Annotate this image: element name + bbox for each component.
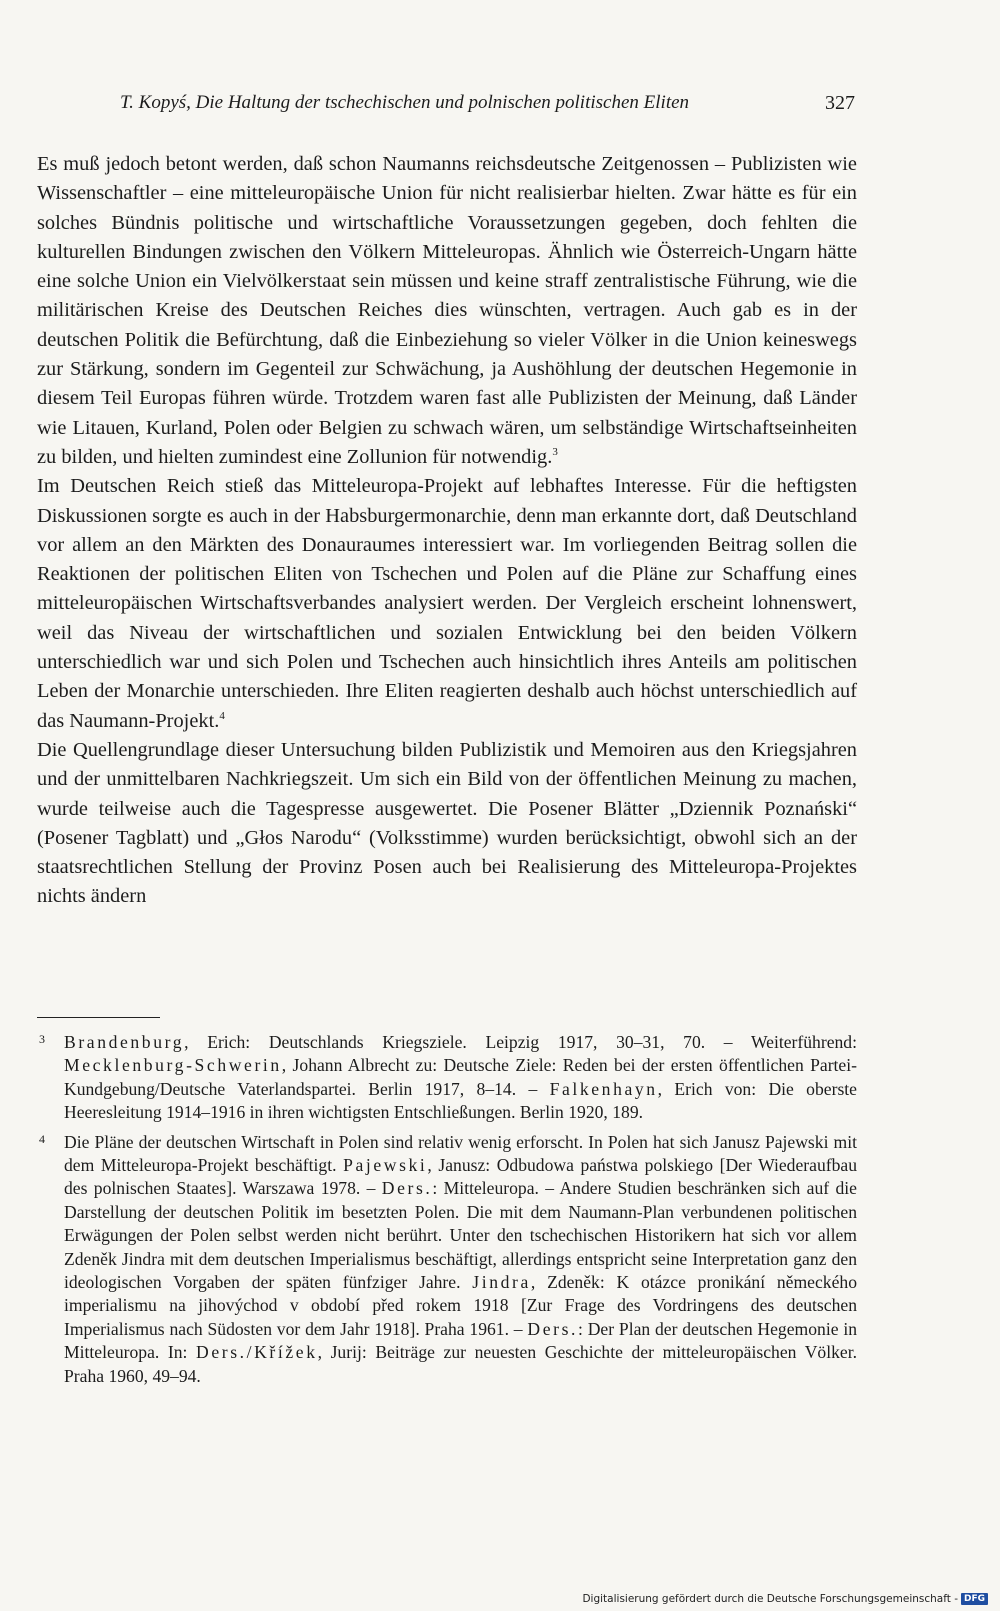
footnote-mark: 4 <box>39 1131 45 1146</box>
author-name: Ders. <box>381 1178 433 1199</box>
digitization-banner <box>582 1593 988 1605</box>
author-name: Jindra <box>472 1272 531 1293</box>
banner-text: Digitalisierung gefördert durch die Deutsche Forschungsgemeinschaft - <box>582 1593 958 1605</box>
running-title: T. Kopyś, Die Haltung der tschechischen und polnischen politischen Eliten <box>120 92 690 113</box>
author-name: Mecklenburg-Schwerin <box>64 1055 282 1076</box>
paragraph: Im Deutschen Reich stieß das Mitteleuropa-Projekt auf lebhaftes Interesse. Für die heftigsten Diskussionen sorgte es auch in der Habsburgermonarchie, denn man erkannte dort, daß Deutschland vor allem an den Märkten des Donauraumes interessiert war. Im vorliegenden Beitrag sollen die Reaktionen der politischen Eliten von Tschechen und Polen auf die Pläne zur Schaffung eines mitteleuropäischen Wirtschaftsverbandes analysiert werden. Der Vergleich erscheint lohnenswert, weil das Niveau der wirtschaftlichen und sozialen Entwicklung bei den beiden Völkern unterschiedlich war und sich Polen und Tschechen auch hinsichtlich ihres Anteils am politischen Leben der Monarchie unterschieden. Ihre Eliten reagierten deshalb auch höchst unterschiedlich auf das Naumann-Projekt.$^4$ <box>37 475 857 732</box>
footnote-ref[interactable]: 3 <box>552 446 558 459</box>
footnote: 3 Brandenburg, Erich: Deutschlands Kriegsziele. Leipzig 1917, 30–31, 70. – Weiterführend: Mecklenburg-Schwerin, Johann Albrecht zu: Deutsche Ziele: Reden bei der ersten öffentlichen Partei-Kundgebung/Deutsche Vaterlandspartei. Berlin 1917, 8–14. – Falkenhayn, Erich von: Die oberste Heeresleitung 1914–1916 in ihren wichtigsten Entschließungen. Berlin 1920, 189. <box>37 1031 857 1125</box>
footnotes <box>37 1031 857 1394</box>
page-number: 327 <box>825 92 855 114</box>
dfg-logo-icon: DFG <box>961 1593 988 1605</box>
author-name: Pajewski <box>343 1155 428 1176</box>
main-text <box>37 150 857 912</box>
footnote-separator <box>37 1017 160 1018</box>
author-name: Ders. <box>527 1318 579 1339</box>
footnote: 4 Die Pläne der deutschen Wirtschaft in Polen sind relativ wenig erforscht. In Polen hat sich Janusz Pajewski mit dem Mitteleuropa-Projekt beschäftigt. Pajewski, Janusz: Odbudowa państwa polskiego [Der Wiederaufbau des polnischen Staates]. Warszawa 1978. – Ders.: Mitteleuropa. – Andere Studien beschränken sich auf die Darstellung der deutschen Politik im besetzten Polen. Die mit dem Naumann-Plan verbundenen politischen Erwägungen der Polen selbst werden nicht berührt. Unter den tschechischen Historikern hat sich vor allem Zdeněk Jindra mit dem deutschen Imperialismus beschäftigt, allerdings entspricht seine Interpretation ganz den ideologischen Vorgaben der späten fünfziger Jahre. Jindra, Zdeněk: K otázce pronikání německého imperialismu na jihovýchod v období před rokem 1918 [Zur Frage des Vordringens des deutschen Imperialismus nach Südosten vor dem Jahr 1918]. Praha 1961. – Ders.: Der Plan der deutschen Hegemonie in Mitteleuropa. In: Ders./Křížek, Jurij: Beiträge zur neuesten Geschichte der mitteleuropäischen Völker. Praha 1960, 49–94. <box>37 1131 857 1388</box>
author-name: Falkenhayn <box>549 1078 658 1099</box>
paragraph: Die Quellengrundlage dieser Untersuchung bilden Publizistik und Memoiren aus den Kriegsjahren und der unmittelbaren Nachkriegszeit. Um sich ein Bild von der öffentlichen Meinung zu machen, wurde teilweise auch die Tagespresse ausgewertet. Die Posener Blätter „Dziennik Poznański“ (Posener Tagblatt) und „Głos Narodu“ (Volksstimme) wurden berücksichtigt, obwohl sich an der staatsrechtlichen Stellung der Provinz Posen auch bei Realisierung des Mitteleuropa-Projektes nichts ändern <box>37 738 857 908</box>
author-name: Ders./Křížek <box>196 1342 318 1363</box>
paragraph: Es muß jedoch betont werden, daß schon Naumanns reichsdeutsche Zeitgenossen – Publizisten wie Wissenschaftler – eine mitteleuropäische Union für nicht realisierbar hielten. Zwar hätte es für ein solches Bündnis politische und wirtschaftliche Voraussetzungen gegeben, doch fehlten die kulturellen Bindungen zwischen den Völkern Mitteleuropas. Ähnlich wie Österreich-Ungarn hätte eine solche Union ein Vielvölkerstaat sein müssen und keine straff zentralistische Führung, wie die militärischen Kreise des Deutschen Reiches dies wünschten, vertragen. Auch gab es in der deutschen Politik die Befürchtung, daß die Einbeziehung so vieler Völker in die Union keineswegs zur Stärkung, sondern im Gegenteil zur Schwächung, ja Aushöhlung der deutschen Hegemonie in diesem Teil Europas führen würde. Trotzdem waren fast alle Publizisten der Meinung, daß Länder wie Litauen, Kurland, Polen oder Belgien zu schwach wären, um selbständige Wirtschaftseinheiten zu bilden, und hielten zumindest eine Zollunion für notwendig.$^3$ <box>37 153 857 468</box>
author-name: Brandenburg <box>64 1032 185 1052</box>
footnote-ref[interactable]: 4 <box>219 709 225 722</box>
running-head <box>120 92 855 114</box>
footnote-mark: 3 <box>39 1032 45 1046</box>
